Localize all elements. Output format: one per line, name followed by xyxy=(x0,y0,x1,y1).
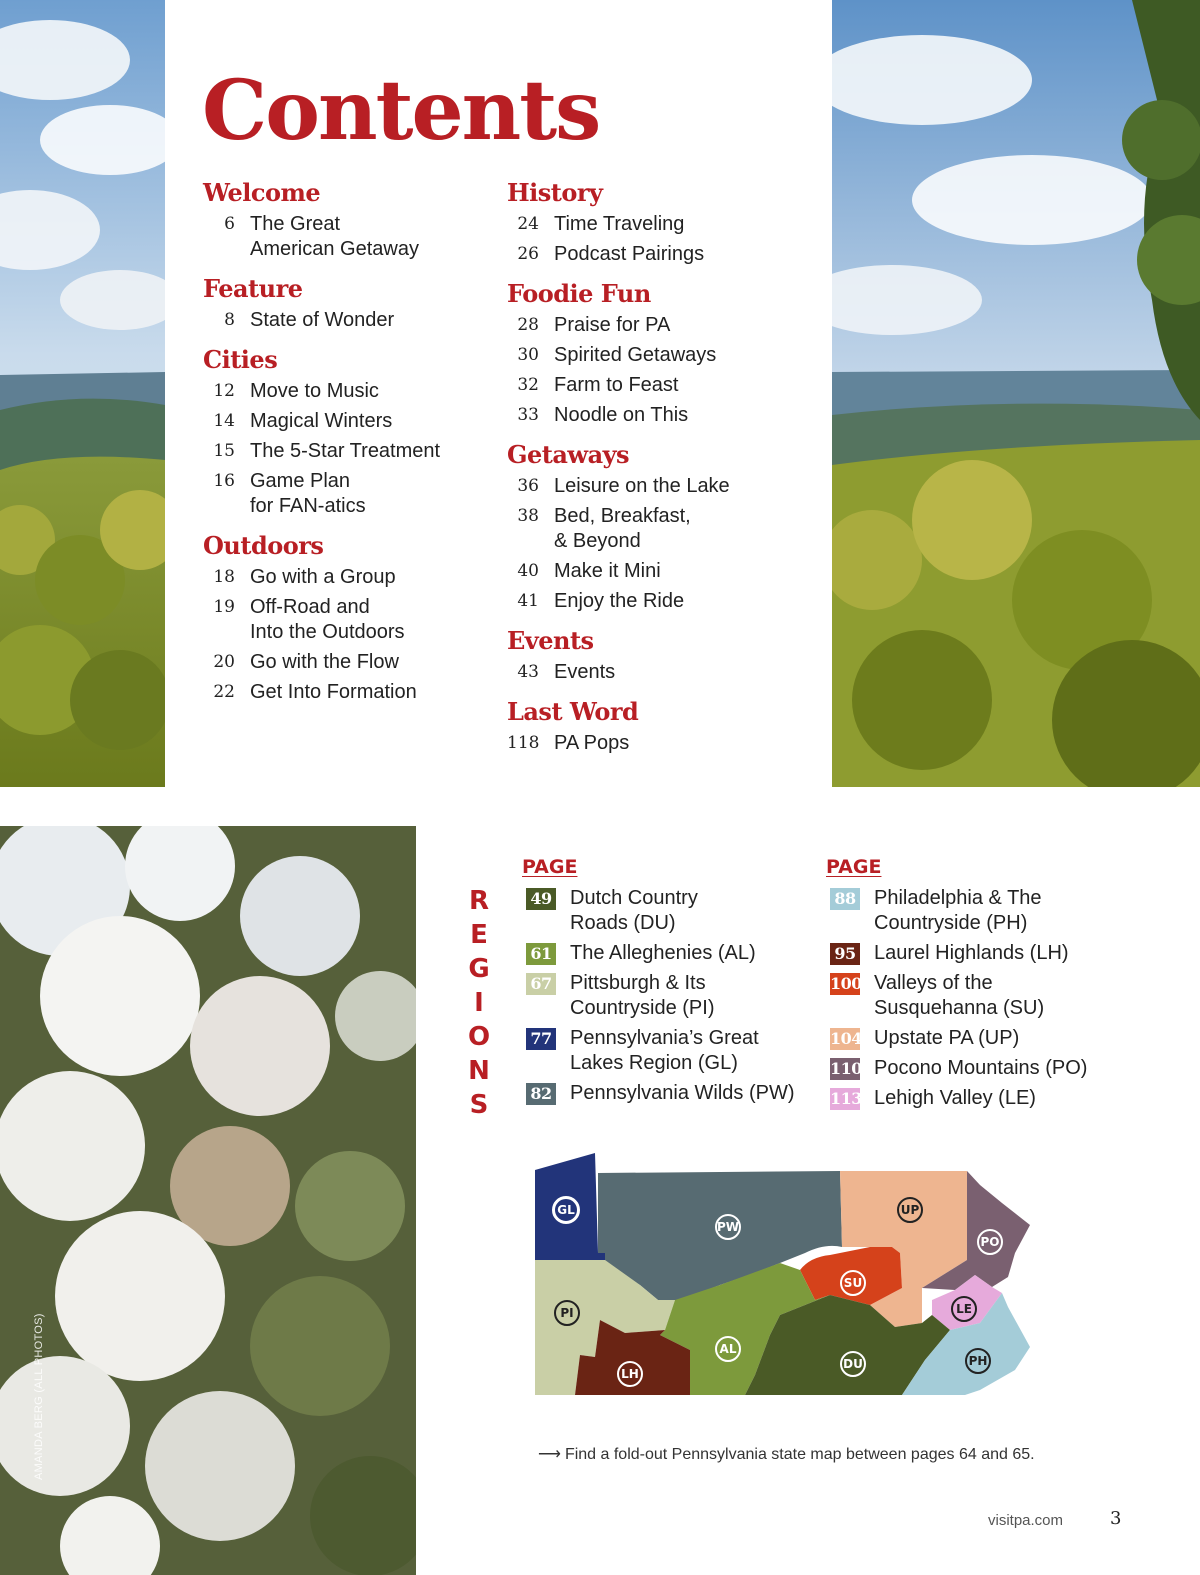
contents-entry[interactable] xyxy=(203,308,488,333)
svg-text:PO: PO xyxy=(980,1235,1000,1249)
svg-text:PI: PI xyxy=(560,1306,574,1320)
entry-page-number: 40 xyxy=(517,561,539,581)
contents-entry[interactable] xyxy=(203,212,488,262)
contents-column-right xyxy=(507,178,807,768)
map-label-du xyxy=(841,1352,865,1376)
region-name: Philadelphia & The Countryside (PH) xyxy=(874,887,1042,934)
regions-list-right xyxy=(830,886,1120,1116)
contents-entry[interactable] xyxy=(507,660,807,685)
region-entry[interactable] xyxy=(830,886,1120,936)
region-name: Pennsylvania Wilds (PW) xyxy=(570,1082,795,1104)
entry-page-number: 118 xyxy=(507,733,540,753)
page-number: 3 xyxy=(1110,1508,1122,1529)
entry-title: Make it Mini xyxy=(554,560,661,582)
region-page-badge: 77 xyxy=(526,1028,556,1050)
entry-page-number: 19 xyxy=(213,597,235,617)
contents-entry[interactable] xyxy=(203,565,488,590)
contents-entry[interactable] xyxy=(507,403,807,428)
region-name: Upstate PA (UP) xyxy=(874,1027,1020,1049)
contents-entry[interactable] xyxy=(507,731,807,756)
pennsylvania-region-map xyxy=(530,1145,1040,1410)
entry-page-number: 24 xyxy=(517,214,539,234)
regions-letter: N xyxy=(468,1056,490,1086)
entry-page-number: 8 xyxy=(224,310,235,330)
entry-title: Get Into Formation xyxy=(250,681,417,703)
landscape-image xyxy=(832,0,1200,787)
entry-page-number: 33 xyxy=(517,405,539,425)
svg-text:PH: PH xyxy=(968,1354,988,1368)
section-cities xyxy=(203,345,488,519)
region-entry[interactable] xyxy=(830,941,1120,966)
region-entry[interactable] xyxy=(526,941,816,966)
contents-entry[interactable] xyxy=(507,474,807,499)
regions-letter: E xyxy=(470,920,488,950)
entry-page-number: 30 xyxy=(517,345,539,365)
regions-letter: R xyxy=(468,886,490,916)
entry-title: Enjoy the Ride xyxy=(554,590,685,612)
region-page-badge: 100 xyxy=(830,974,862,993)
section-feature xyxy=(203,274,488,333)
regions-vertical-label xyxy=(468,884,490,1122)
entry-page-number: 20 xyxy=(213,652,235,672)
region-entry[interactable] xyxy=(830,1086,1120,1111)
region-page-badge: 61 xyxy=(526,943,556,965)
contents-entry[interactable] xyxy=(507,373,807,398)
entry-page-number: 38 xyxy=(517,506,539,526)
entry-title: Time Traveling xyxy=(554,213,685,235)
entry-title: Go with a Group xyxy=(250,566,396,588)
region-page-badge: 49 xyxy=(526,888,556,910)
region-name: Pennsylvania’s Great Lakes Region (GL) xyxy=(570,1027,759,1074)
entry-title: State of Wonder xyxy=(250,309,395,331)
entry-page-number: 14 xyxy=(213,411,235,431)
contents-entry[interactable] xyxy=(507,589,807,614)
svg-text:SU: SU xyxy=(843,1276,863,1290)
contents-column-left xyxy=(203,178,488,717)
region-entry[interactable] xyxy=(526,886,816,936)
map-note-text: Find a fold-out Pennsylvania state map between pages 64 and 65. xyxy=(564,1446,1035,1463)
region-entry[interactable] xyxy=(830,1026,1120,1051)
contents-entry[interactable] xyxy=(203,409,488,434)
contents-entry[interactable] xyxy=(203,595,488,645)
entry-title: Events xyxy=(554,661,616,683)
section-welcome xyxy=(203,178,488,262)
section-foodie-fun xyxy=(507,279,807,428)
entry-page-number: 26 xyxy=(517,244,539,264)
map-label-lh xyxy=(618,1362,642,1386)
entry-page-number: 12 xyxy=(213,381,235,401)
map-label-su xyxy=(841,1271,865,1295)
entry-title: Off-Road and Into the Outdoors xyxy=(250,596,405,643)
flowers-image xyxy=(0,826,416,1575)
map-note xyxy=(538,1444,1035,1464)
contents-entry[interactable] xyxy=(507,313,807,338)
entry-title: Move to Music xyxy=(250,380,379,402)
entry-title: Praise for PA xyxy=(554,314,671,336)
section-title: Getaways xyxy=(507,440,630,469)
entry-title: Go with the Flow xyxy=(250,651,399,673)
contents-entry[interactable] xyxy=(203,469,488,519)
entry-title: PA Pops xyxy=(554,732,630,754)
svg-text:GL: GL xyxy=(557,1203,575,1217)
entry-title: Leisure on the Lake xyxy=(554,475,730,497)
page-title: Contents xyxy=(202,63,600,159)
regions-letter: G xyxy=(468,954,490,984)
region-entry[interactable] xyxy=(526,1026,816,1076)
entry-page-number: 28 xyxy=(517,315,539,335)
region-page-badge: 95 xyxy=(830,943,860,965)
footer-website[interactable]: visitpa.com xyxy=(988,1512,1064,1529)
svg-text:PW: PW xyxy=(716,1220,740,1234)
entry-title: Noodle on This xyxy=(554,404,689,426)
section-title: Last Word xyxy=(507,697,639,726)
entry-title: Spirited Getaways xyxy=(554,344,717,366)
region-name: Valleys of the Susquehanna (SU) xyxy=(874,972,1045,1019)
entry-title: Farm to Feast xyxy=(554,374,679,396)
entry-title: Bed, Breakfast, & Beyond xyxy=(554,505,691,552)
map-label-ph xyxy=(966,1349,990,1373)
svg-text:LH: LH xyxy=(621,1367,639,1381)
arrow-right-icon: ⟶ xyxy=(538,1446,561,1463)
section-getaways xyxy=(507,440,807,614)
flowers-photo xyxy=(0,826,416,1575)
entry-page-number: 32 xyxy=(517,375,539,395)
map-label-gl xyxy=(553,1197,579,1223)
contents-entry[interactable] xyxy=(507,504,807,554)
entry-page-number: 43 xyxy=(517,662,539,682)
contents-entry[interactable] xyxy=(203,439,488,464)
contents-entry[interactable] xyxy=(507,212,807,237)
region-page-badge: 113 xyxy=(830,1089,862,1108)
region-entry[interactable] xyxy=(830,971,1120,1021)
section-title: History xyxy=(507,178,603,207)
section-title: Welcome xyxy=(203,178,321,207)
photo-credit: AMANDA BERG (ALL PHOTOS) xyxy=(33,1313,45,1480)
map-label-up xyxy=(898,1198,922,1222)
region-entry[interactable] xyxy=(526,1081,816,1106)
map-label-po xyxy=(978,1230,1002,1254)
entry-page-number: 22 xyxy=(213,682,235,702)
map-label-pw xyxy=(716,1215,740,1239)
section-title: Foodie Fun xyxy=(507,279,651,308)
region-name: Pittsburgh & Its Countryside (PI) xyxy=(570,972,715,1019)
entry-page-number: 6 xyxy=(224,214,235,234)
region-name: Laurel Highlands (LH) xyxy=(874,942,1069,964)
regions-list-left xyxy=(526,886,816,1111)
contents-entry[interactable] xyxy=(507,242,807,267)
region-page-badge: 67 xyxy=(526,973,556,995)
regions-letter: I xyxy=(474,988,484,1018)
regions-letter: O xyxy=(468,1022,491,1052)
section-title: Feature xyxy=(203,274,303,303)
region-name: Lehigh Valley (LE) xyxy=(874,1087,1036,1109)
map-label-le xyxy=(952,1297,976,1321)
entry-title: Podcast Pairings xyxy=(554,243,705,265)
landscape-image xyxy=(0,0,165,787)
landscape-photo-left xyxy=(0,0,165,787)
entry-page-number: 18 xyxy=(213,567,235,587)
contents-entry[interactable] xyxy=(507,343,807,368)
region-page-badge: 110 xyxy=(830,1059,862,1078)
page-header-left: PAGE xyxy=(522,856,578,878)
entry-title: Game Plan for FAN-atics xyxy=(250,470,366,517)
svg-text:DU: DU xyxy=(843,1357,863,1371)
region-entry[interactable] xyxy=(526,971,816,1021)
entry-title: The 5-Star Treatment xyxy=(250,440,441,462)
regions-letter: S xyxy=(469,1090,489,1120)
region-page-badge: 104 xyxy=(830,1029,862,1048)
region-name: Pocono Mountains (PO) xyxy=(874,1057,1088,1079)
svg-text:LE: LE xyxy=(956,1302,972,1316)
region-entry[interactable] xyxy=(830,1056,1120,1081)
svg-text:UP: UP xyxy=(900,1203,920,1217)
map-label-al xyxy=(716,1337,740,1361)
contents-entry[interactable] xyxy=(203,379,488,404)
entry-page-number: 41 xyxy=(517,591,539,611)
section-title: Outdoors xyxy=(203,531,324,560)
entry-page-number: 36 xyxy=(517,476,539,496)
entry-page-number: 16 xyxy=(213,471,235,491)
svg-text:AL: AL xyxy=(719,1342,737,1356)
region-page-badge: 82 xyxy=(526,1083,556,1105)
section-title: Cities xyxy=(203,345,278,374)
section-outdoors xyxy=(203,531,488,705)
section-title: Events xyxy=(507,626,594,655)
region-page-badge: 88 xyxy=(830,888,860,910)
region-name: Dutch Country Roads (DU) xyxy=(570,887,698,934)
landscape-photo-right xyxy=(832,0,1200,787)
region-name: The Alleghenies (AL) xyxy=(570,942,756,964)
entry-title: The Great American Getaway xyxy=(250,213,419,260)
contents-entry[interactable] xyxy=(203,650,488,675)
entry-title: Magical Winters xyxy=(250,410,393,432)
entry-page-number: 15 xyxy=(213,441,235,461)
section-events xyxy=(507,626,807,685)
page-header-right: PAGE xyxy=(826,856,882,878)
section-history xyxy=(507,178,807,267)
contents-entry[interactable] xyxy=(203,680,488,705)
map-label-pi xyxy=(555,1301,579,1325)
contents-entry[interactable] xyxy=(507,559,807,584)
section-last-word xyxy=(507,697,807,756)
